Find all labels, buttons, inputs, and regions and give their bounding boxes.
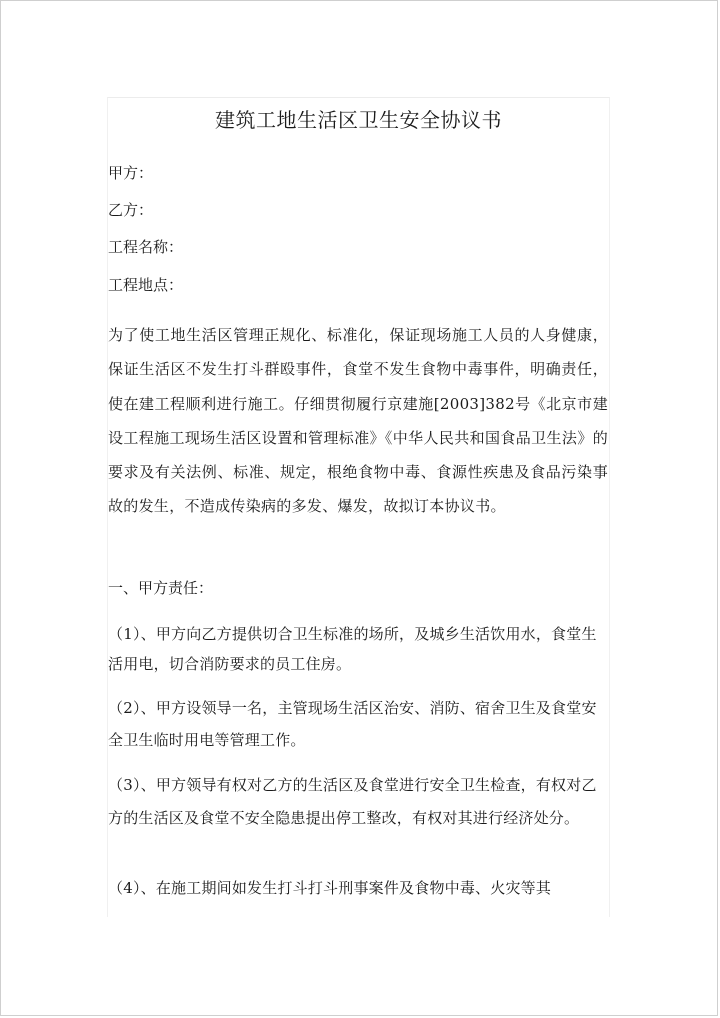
document-title: 建筑工地生活区卫生安全协议书 — [215, 108, 502, 132]
clause-3: （3）、甲方领导有权对乙方的生活区及食堂进行安全卫生检查，有权对乙方的生活区及食堂不安全隐患提出停工整改，有权对其进行经济处分。 — [108, 776, 597, 827]
project-name-field: 工程名称： — [108, 238, 184, 256]
party-b-field: 乙方： — [108, 201, 154, 219]
party-a-field: 甲方： — [108, 164, 154, 182]
clause-4: （4）、在施工期间如发生打斗打斗刑事案件及食物中毒、火灾等其 — [108, 879, 552, 897]
project-location-field: 工程地点： — [108, 276, 184, 294]
clause-1: （1）、甲方向乙方提供切合卫生标准的场所，及城乡生活饮用水，食堂生活用电，切合消防要求的员工住房。 — [108, 625, 597, 673]
clause-2: （2）、甲方设领导一名，主管现场生活区治安、消防、宿舍卫生及食堂安全卫生临时用电等管理工作。 — [108, 699, 597, 749]
section-1-heading: 一、甲方责任： — [108, 579, 214, 597]
intro-paragraph: 为了使工地生活区管理正规化、标准化，保证现场施工人员的人身健康，保证生活区不发生打斗群殴事件，食堂不发生食物中毒事件，明确责任，使在建工程顺利进行施工。仔细贯彻履行京建施[2003]382号《北京市建设工程施工现场生活区设置和管理标准》《中华人民共和国食品卫生法》的要求及有关法例、标准、规定，根绝食物中毒、食源性疾患及食品污染事故的发生，不造成传染病的多发、爆发，故拟订本协议书。 — [108, 326, 608, 516]
